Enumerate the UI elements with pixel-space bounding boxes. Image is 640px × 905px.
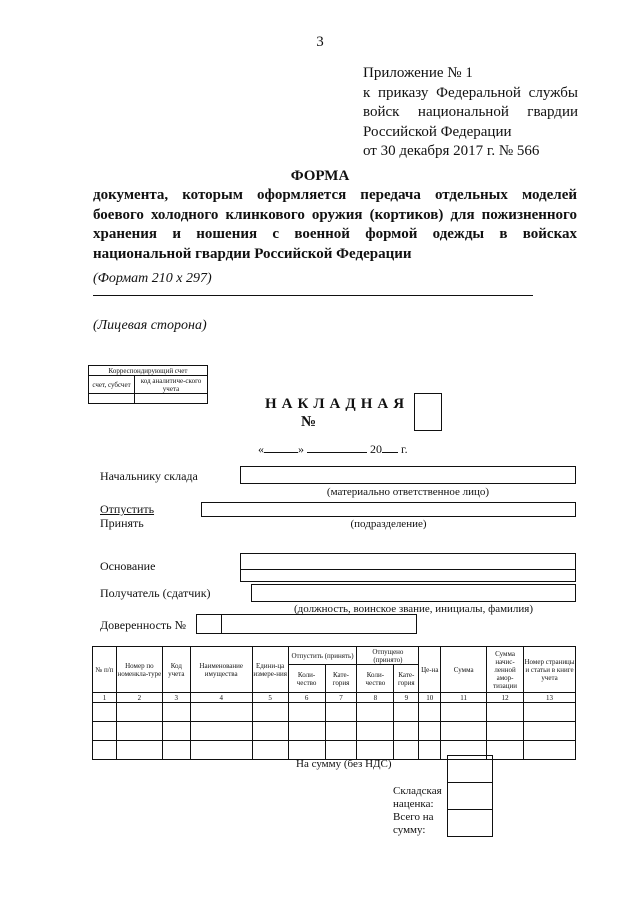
total-field[interactable]	[447, 809, 493, 837]
column-number: 2	[116, 693, 162, 703]
date-month-blank[interactable]	[307, 442, 367, 453]
recipient-caption: (должность, воинское звание, инициалы, фамилия)	[293, 603, 534, 615]
appendix-line: войск национальной гвардии	[363, 104, 578, 120]
unit-field[interactable]	[201, 502, 576, 517]
column-number: 6	[288, 693, 325, 703]
warehouse-head-field[interactable]	[240, 466, 576, 484]
table-cell[interactable]	[394, 722, 419, 741]
column-number: 13	[524, 693, 576, 703]
table-cell[interactable]	[288, 722, 325, 741]
header-released-group: Отпущено (принято)	[357, 647, 419, 665]
basis-label: Основание	[100, 559, 156, 573]
document-title	[93, 186, 577, 264]
table-cell[interactable]	[252, 741, 288, 760]
header-unit: Едини-ца измере-ния	[252, 647, 288, 693]
date-day-blank[interactable]	[264, 442, 298, 453]
table-cell[interactable]	[394, 741, 419, 760]
column-number: 4	[190, 693, 252, 703]
table-cell[interactable]	[357, 722, 394, 741]
total-label: Всего на сумму:	[393, 811, 434, 836]
release-label: Отпустить	[100, 502, 155, 516]
table-cell[interactable]	[325, 741, 357, 760]
header-code: Код учета	[162, 647, 190, 693]
title-line: хранения и ношения с военной формой одежды в войсках	[93, 226, 577, 242]
table-cell[interactable]	[190, 722, 252, 741]
table-cell[interactable]	[487, 703, 524, 722]
waybill-title: НАКЛАДНАЯ	[265, 396, 410, 412]
column-number: 7	[325, 693, 357, 703]
header-release-group: Отпустить (принять)	[288, 647, 357, 665]
power-of-attorney-number-field[interactable]	[196, 614, 222, 634]
table-cell[interactable]	[116, 741, 162, 760]
sum-no-vat-label: На сумму (без НДС)	[296, 758, 392, 770]
corr-account-header: Корреспондирующий счет	[89, 366, 208, 376]
column-number: 12	[487, 693, 524, 703]
unit-caption: (подразделение)	[350, 518, 427, 530]
corr-account-cell[interactable]	[135, 394, 208, 404]
header-num: № п/п	[93, 647, 117, 693]
header-page-article: Номер страницы и статьи в книге учета	[524, 647, 576, 693]
table-cell[interactable]	[190, 741, 252, 760]
header-released-qty: Коли-чество	[357, 665, 394, 693]
page-number: 3	[316, 34, 324, 50]
appendix-line: от 30 декабря 2017 г. № 566	[363, 143, 540, 159]
warehouse-head-label: Начальнику склада	[100, 469, 198, 483]
table-cell[interactable]	[524, 741, 576, 760]
appendix-line: к приказу Федеральной службы	[363, 84, 578, 101]
title-line: боевого холодного клинкового оружия (кортиков) для пожизненного	[93, 206, 577, 223]
date-line	[258, 442, 408, 457]
power-of-attorney-label: Доверенность №	[100, 618, 187, 632]
column-number: 1	[93, 693, 117, 703]
column-number: 11	[441, 693, 487, 703]
corr-account-col-account: счет, субсчет	[89, 376, 135, 394]
table-cell[interactable]	[288, 741, 325, 760]
corr-account-col-code: код аналитиче-ского учета	[135, 376, 208, 394]
header-sum: Сумма	[441, 647, 487, 693]
table-cell[interactable]	[190, 703, 252, 722]
table-cell[interactable]	[441, 722, 487, 741]
recipient-field[interactable]	[251, 584, 576, 602]
table-cell[interactable]	[325, 703, 357, 722]
face-side-note: (Лицевая сторона)	[93, 318, 207, 333]
table-cell[interactable]	[116, 722, 162, 741]
table-row	[93, 722, 576, 741]
header-price: Це-на	[419, 647, 441, 693]
table-cell[interactable]	[93, 741, 117, 760]
column-number: 9	[394, 693, 419, 703]
form-heading: ФОРМА	[290, 168, 350, 184]
items-table	[92, 646, 576, 760]
table-cell[interactable]	[252, 722, 288, 741]
waybill-number-box[interactable]	[414, 393, 442, 431]
basis-field[interactable]	[240, 553, 576, 570]
table-cell[interactable]	[419, 722, 441, 741]
table-cell[interactable]	[288, 703, 325, 722]
date-close-quote: »	[298, 442, 304, 456]
corr-account-table	[88, 365, 208, 404]
table-cell[interactable]	[325, 722, 357, 741]
table-row	[93, 741, 576, 760]
column-number: 5	[252, 693, 288, 703]
date-open-quote: «	[258, 442, 264, 456]
table-cell[interactable]	[93, 703, 117, 722]
header-released-cat: Кате-гория	[394, 665, 419, 693]
table-cell[interactable]	[524, 722, 576, 741]
date-year-blank[interactable]	[382, 442, 398, 453]
header-release-cat: Кате-гория	[325, 665, 357, 693]
recipient-label: Получатель (сдатчик)	[100, 586, 211, 600]
table-row	[93, 703, 576, 722]
table-cell[interactable]	[419, 703, 441, 722]
waybill-number-sign: №	[301, 414, 317, 430]
corr-account-cell[interactable]	[89, 394, 135, 404]
date-year-suffix: г.	[401, 442, 408, 456]
markup-label: Складская наценка:	[393, 785, 442, 810]
header-name: Наименование имущества	[190, 647, 252, 693]
column-number: 3	[162, 693, 190, 703]
appendix-block	[363, 64, 578, 162]
table-cell[interactable]	[252, 703, 288, 722]
table-cell[interactable]	[487, 722, 524, 741]
header-amortization: Сумма начис-ленной амор-тизации	[487, 647, 524, 693]
table-cell[interactable]	[357, 703, 394, 722]
table-cell[interactable]	[162, 741, 190, 760]
title-line: документа, которым оформляется передача отдельных моделей	[93, 187, 577, 203]
column-number: 10	[419, 693, 441, 703]
divider	[93, 295, 533, 296]
header-item-number: Номер по номенкла-туре	[116, 647, 162, 693]
table-cell[interactable]	[116, 703, 162, 722]
table-cell[interactable]	[394, 703, 419, 722]
power-of-attorney-field[interactable]	[221, 614, 417, 634]
table-cell[interactable]	[419, 741, 441, 760]
markup-field[interactable]	[447, 782, 493, 810]
format-note: (Формат 210 х 297)	[93, 271, 212, 286]
date-year-prefix: 20	[370, 442, 382, 456]
header-release-qty: Коли-чество	[288, 665, 325, 693]
table-cell[interactable]	[93, 722, 117, 741]
warehouse-head-caption: (материально ответственное лицо)	[326, 486, 490, 498]
appendix-line: Приложение № 1	[363, 65, 473, 81]
table-cell[interactable]	[357, 741, 394, 760]
accept-label: Принять	[100, 516, 144, 530]
column-number: 8	[357, 693, 394, 703]
title-line: национальной гвардии Российской Федерации	[93, 245, 412, 262]
table-cell[interactable]	[162, 722, 190, 741]
table-cell[interactable]	[162, 703, 190, 722]
appendix-line: Российской Федерации	[363, 123, 512, 140]
table-cell[interactable]	[441, 703, 487, 722]
basis-field-extra[interactable]	[240, 569, 576, 582]
table-cell[interactable]	[524, 703, 576, 722]
sum-no-vat-field[interactable]	[447, 755, 493, 783]
